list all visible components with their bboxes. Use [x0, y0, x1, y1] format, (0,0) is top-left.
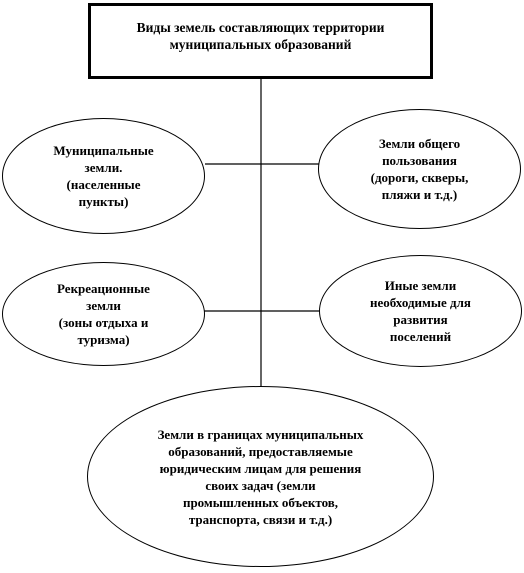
- node-recreational-lands: Рекреационные земли (зоны отдыха и туризма): [2, 262, 205, 366]
- node-other-lands: Иные земли необходимые для развития поселений: [319, 255, 522, 367]
- diagram-title: Виды земель составляющих территории муниципальных образований: [88, 3, 433, 79]
- node-common-use-lands: Земли общего пользования (дороги, скверы, пляжи и т.д.): [318, 109, 521, 229]
- node-municipal-lands: Муниципальные земли. (населенные пункты): [2, 118, 205, 234]
- node-legal-entity-lands: Земли в границах муниципальных образований, предоставляемые юридическим лицам для решения своих задач (земли промышленных объектов, транспорта, связи и т.д.): [87, 386, 434, 567]
